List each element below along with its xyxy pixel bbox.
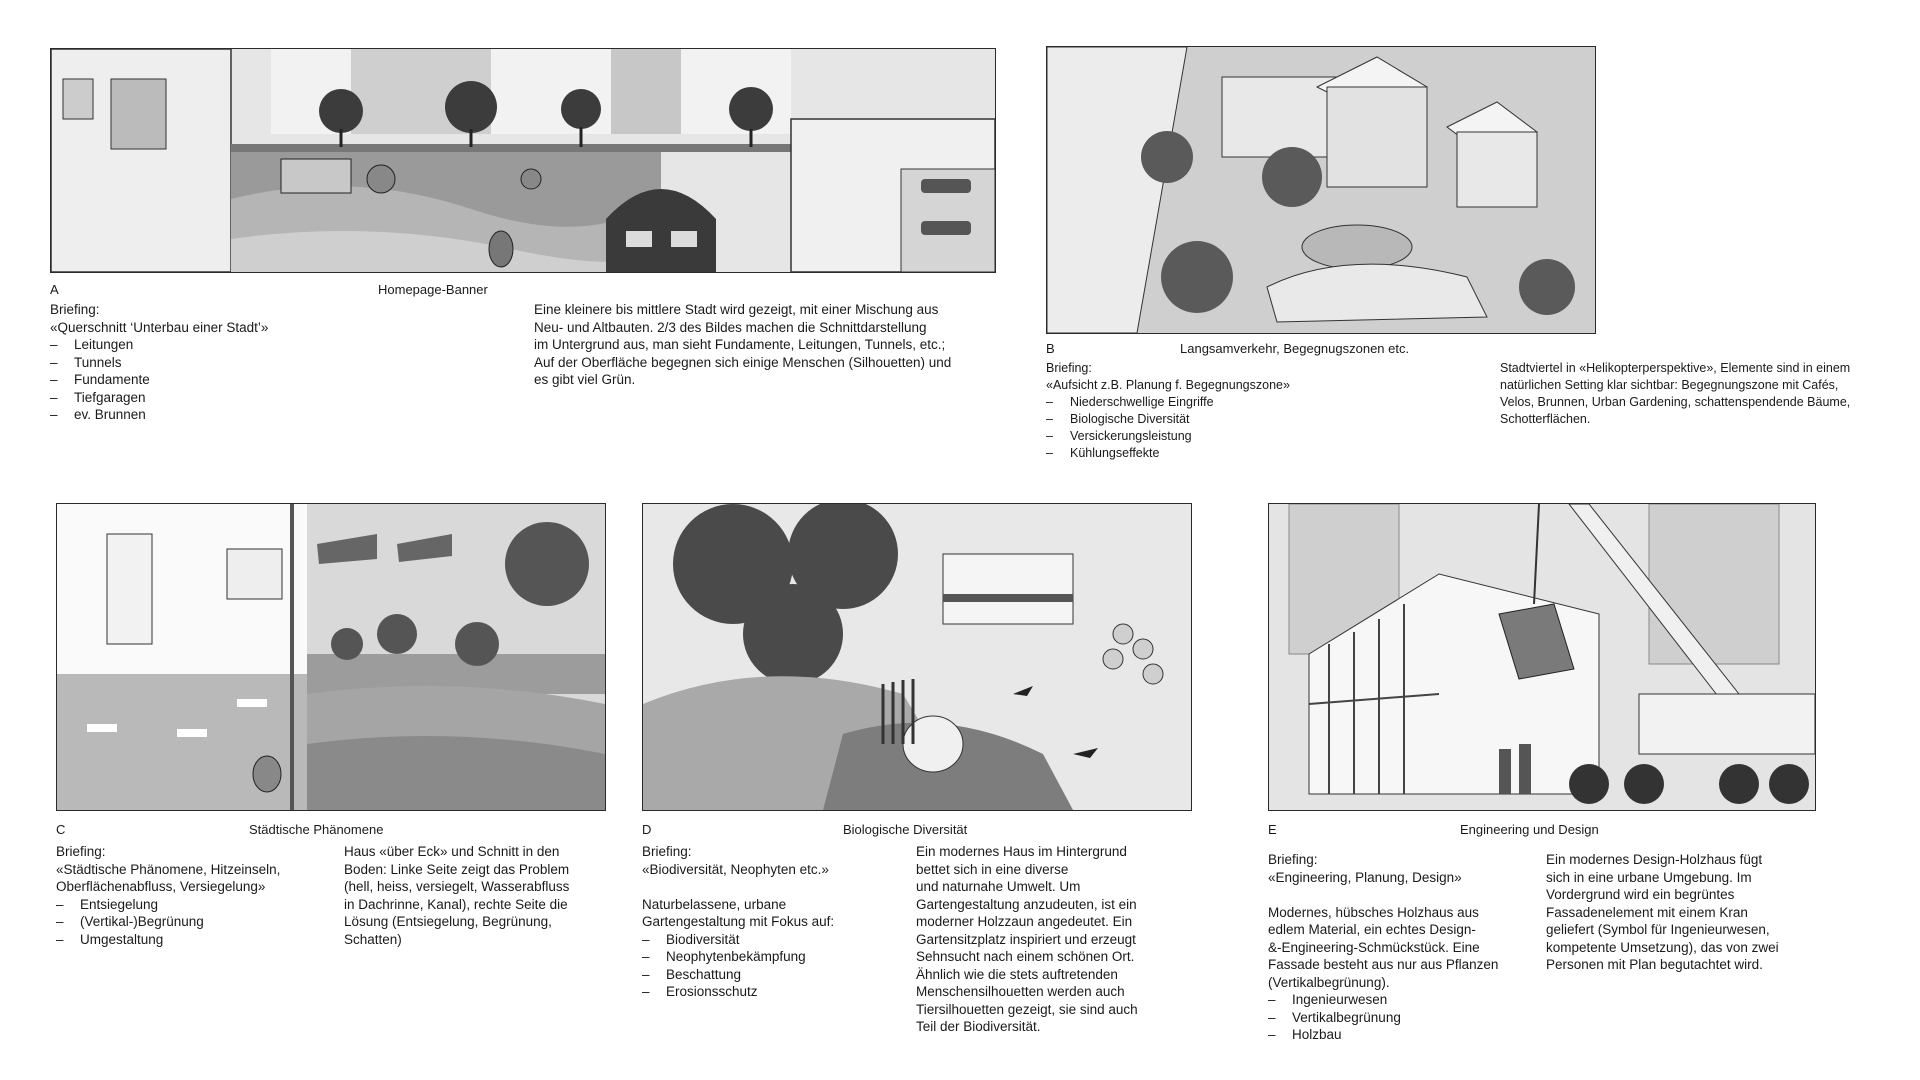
list-item: – Erosionsschutz	[642, 983, 834, 1001]
intro-line: Fassade besteht aus nur aus Pflanzen	[1268, 957, 1499, 972]
description-line: Fassadenelement mit einem Kran	[1546, 904, 1748, 920]
description-line: Velos, Brunnen, Urban Gardening, schattenspendende Bäume,	[1500, 395, 1851, 409]
list-item: – Niederschwellige Eingriffe	[1046, 394, 1290, 411]
briefing-list	[1268, 991, 1498, 1044]
house-corner-section-drawing	[57, 504, 605, 810]
panel-e-title: Engineering und Design	[1460, 822, 1599, 837]
panel-d-briefing	[642, 843, 834, 1001]
description-line: Ein modernes Haus im Hintergrund	[916, 844, 1127, 859]
description-line: Sehnsucht nach einem schönen Ort.	[916, 949, 1135, 964]
briefing-list	[642, 931, 834, 1001]
description-line: Teil der Biodiversität.	[916, 1019, 1041, 1034]
panel-d-title: Biologische Diversität	[843, 822, 968, 837]
description-line: kompetente Umsetzung), das von zwei	[1546, 939, 1779, 955]
description-line: Ein modernes Design-Holzhaus fügt	[1546, 852, 1763, 867]
briefing-list	[56, 896, 280, 949]
briefing-quote: «Aufsicht z.B. Planung f. Begegnungszone»	[1046, 378, 1290, 392]
list-item: – Tiefgaragen	[50, 389, 268, 407]
description-line: Gartensitzplatz inspiriert und erzeugt	[916, 931, 1136, 947]
list-item: – ev. Brunnen	[50, 406, 268, 424]
description-line: bettet sich in eine diverse	[916, 861, 1069, 877]
panel-e-letter: E	[1268, 822, 1277, 837]
list-item: – (Vertikal-)Begrünung	[56, 913, 280, 931]
description-line: im Untergrund aus, man sieht Fundamente, Leitungen, Tunnels, etc.;	[534, 337, 946, 352]
description-line: Stadtviertel in «Helikopterperspektive», Elemente sind in einem	[1500, 361, 1851, 375]
illustration-d-biodiversity-garden	[642, 503, 1192, 811]
list-item: – Fundamente	[50, 371, 268, 389]
aerial-district-drawing	[1047, 47, 1595, 333]
description-line: Schatten)	[344, 931, 402, 947]
briefing-quote: «Querschnitt ‘Unterbau einer Stadt’»	[50, 319, 269, 335]
panel-b-letter: B	[1046, 341, 1055, 356]
briefing-list	[50, 336, 268, 424]
list-item: – Kühlungseffekte	[1046, 445, 1290, 462]
briefing-label: Briefing:	[50, 302, 100, 317]
briefing-list	[1046, 394, 1290, 462]
list-item: – Holzbau	[1268, 1026, 1498, 1044]
list-item: – Neophytenbekämpfung	[642, 948, 834, 966]
briefing-label: Briefing:	[642, 844, 692, 859]
list-item: – Beschattung	[642, 966, 834, 984]
intro-line: edlem Material, ein echtes Design-	[1268, 922, 1476, 937]
description-line: Ähnlich wie die stets auftretenden	[916, 966, 1118, 982]
list-item: – Tunnels	[50, 354, 268, 372]
list-item: – Vertikalbegrünung	[1268, 1009, 1498, 1027]
description-line: Lösung (Entsiegelung, Begrünung,	[344, 914, 552, 929]
description-line: Boden: Linke Seite zeigt das Problem	[344, 861, 570, 877]
illustration-a-city-cross-section	[50, 48, 996, 273]
description-line: es gibt viel Grün.	[534, 372, 636, 387]
description-line: Vordergrund wird ein begrüntes	[1546, 887, 1735, 902]
description-line: Haus «über Eck» und Schnitt in den	[344, 844, 560, 859]
list-item: – Biodiversität	[642, 931, 834, 949]
description-line: natürlichen Setting klar sichtbar: Begegnungszone mit Cafés,	[1500, 378, 1839, 392]
city-cross-section-drawing	[51, 49, 995, 272]
panel-c-title: Städtische Phänomene	[249, 822, 384, 837]
intro-line: Naturbelassene, urbane	[642, 896, 787, 912]
description-line: in Dachrinne, Kanal), rechte Seite die	[344, 896, 568, 912]
briefing-label: Briefing:	[56, 844, 106, 859]
description-line: geliefert (Symbol für Ingenieurwesen,	[1546, 922, 1770, 937]
illustration-e-engineering-design	[1268, 503, 1816, 811]
panel-d-letter: D	[642, 822, 652, 837]
list-item: – Entsiegelung	[56, 896, 280, 914]
crane-wooden-house-drawing	[1269, 504, 1815, 810]
panel-b-description	[1500, 360, 1850, 428]
description-line: Gartengestaltung anzudeuten, ist ein	[916, 896, 1137, 912]
briefing-label: Briefing:	[1268, 852, 1318, 867]
intro-line: Gartengestaltung mit Fokus auf:	[642, 914, 835, 929]
description-line: und naturnahe Umwelt. Um	[916, 879, 1081, 894]
panel-e-briefing	[1268, 851, 1498, 1044]
list-item: – Ingenieurwesen	[1268, 991, 1498, 1009]
panel-a-briefing	[50, 301, 268, 424]
intro-line: Modernes, hübsches Holzhaus aus	[1268, 904, 1479, 920]
panel-a-title: Homepage-Banner	[378, 282, 488, 297]
intro-line: &-Engineering-Schmückstück. Eine	[1268, 939, 1480, 955]
description-line: Schotterflächen.	[1500, 412, 1591, 426]
panel-c-letter: C	[56, 822, 66, 837]
illustration-b-aerial-meeting-zone	[1046, 46, 1596, 334]
description-line: Menschensilhouetten werden auch	[916, 984, 1125, 999]
description-line: moderner Holzzaun angedeutet. Ein	[916, 914, 1133, 929]
panel-b-title: Langsamverkehr, Begegnugszonen etc.	[1180, 341, 1410, 356]
description-line: sich in eine urbane Umgebung. Im	[1546, 869, 1752, 885]
list-item: – Umgestaltung	[56, 931, 280, 949]
intro-line: (Vertikalbegrünung).	[1268, 974, 1390, 990]
description-line: Personen mit Plan begutachtet wird.	[1546, 957, 1763, 972]
biodiversity-garden-drawing	[643, 504, 1191, 810]
briefing-quote: «Engineering, Planung, Design»	[1268, 869, 1462, 885]
briefing-quote: «Städtische Phänomene, Hitzeinseln,	[56, 861, 281, 877]
panel-d-description	[916, 843, 1138, 1036]
illustration-c-urban-phenomena	[56, 503, 606, 811]
panel-a-description	[534, 301, 951, 389]
panel-c-description	[344, 843, 569, 948]
list-item: – Leitungen	[50, 336, 268, 354]
description-line: Eine kleinere bis mittlere Stadt wird gezeigt, mit einer Mischung aus	[534, 302, 939, 317]
panel-e-description	[1546, 851, 1779, 974]
list-item: – Versickerungsleistung	[1046, 428, 1290, 445]
description-line: (hell, heiss, versiegelt, Wasserabfluss	[344, 879, 570, 894]
description-line: Auf der Oberfläche begegnen sich einige Menschen (Silhouetten) und	[534, 354, 952, 370]
panel-b-briefing	[1046, 360, 1290, 462]
panel-c-briefing	[56, 843, 280, 948]
briefing-quote: Oberflächenabfluss, Versiegelung»	[56, 879, 266, 894]
description-line: Tiersilhouetten gezeigt, sie sind auch	[916, 1001, 1138, 1017]
briefing-quote: «Biodiversität, Neophyten etc.»	[642, 861, 829, 877]
panel-a-letter: A	[50, 282, 59, 297]
description-line: Neu- und Altbauten. 2/3 des Bildes machen die Schnittdarstellung	[534, 319, 927, 335]
list-item: – Biologische Diversität	[1046, 411, 1290, 428]
briefing-label: Briefing:	[1046, 361, 1092, 375]
